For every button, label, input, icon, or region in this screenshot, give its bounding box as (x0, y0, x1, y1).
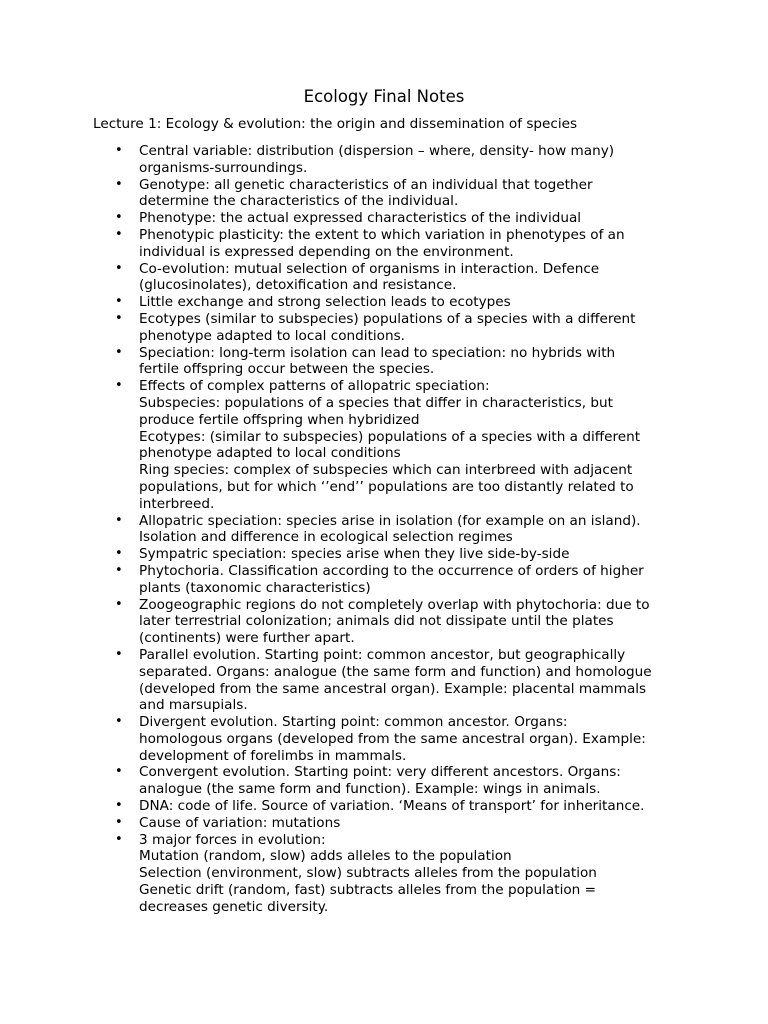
bullet-icon: • (115, 378, 123, 394)
note-line: phenotype adapted to local conditions. (139, 327, 406, 344)
note-line: interbreed. (139, 495, 215, 512)
note-line: Speciation: long-term isolation can lead to speciation: no hybrids with (139, 344, 616, 361)
note-line: Little exchange and strong selection leads to ecotypes (139, 294, 511, 311)
note-line: phenotype adapted to local conditions (139, 445, 401, 462)
note-item (0, 177, 679, 211)
note-item (0, 294, 679, 311)
note-line: plants (taxonomic characteristics) (139, 579, 371, 596)
note-item (0, 143, 679, 177)
note-item (0, 597, 679, 647)
bullet-icon: • (115, 226, 123, 242)
bullet-icon: • (115, 562, 123, 578)
note-line: Genotype: all genetic characteristics of an individual that together (139, 176, 593, 193)
note-item (0, 815, 679, 832)
notes-list (0, 143, 768, 916)
note-item (0, 513, 679, 547)
bullet-icon: • (115, 512, 123, 528)
bullet-icon: • (115, 814, 123, 830)
note-line: Ecotypes: (similar to subspecies) populations of a species with a different (139, 428, 641, 445)
note-line: Isolation and difference in ecological selection regimes (139, 529, 513, 546)
note-line: Selection (environment, slow) subtracts alleles from the population (139, 865, 597, 882)
note-line: Ring species: complex of subspecies which can interbreed with adjacent (139, 462, 633, 479)
note-line: Cause of variation: mutations (139, 814, 341, 831)
note-line: DNA: code of life. Source of variation. ‘Means of transport’ for inheritance. (139, 798, 645, 815)
note-line: Phenotypic plasticity: the extent to which variation in phenotypes of an (139, 226, 625, 243)
note-line: determine the characteristics of the individual. (139, 193, 459, 210)
note-item (0, 345, 679, 379)
bullet-icon: • (115, 176, 123, 192)
bullet-icon: • (115, 831, 123, 847)
note-line: Genetic drift (random, fast) subtracts alleles from the population = (139, 882, 596, 899)
note-item (0, 261, 679, 295)
bullet-icon: • (115, 646, 123, 662)
note-item (0, 714, 679, 764)
note-line: Phenotype: the actual expressed characteristics of the individual (139, 210, 582, 227)
note-line: Ecotypes (similar to subspecies) populations of a species with a different (139, 310, 636, 327)
bullet-icon: • (115, 714, 123, 730)
bullet-icon: • (115, 344, 123, 360)
note-line: populations, but for which ‘’end’’ populations are too distantly related to (139, 478, 634, 495)
note-line: Convergent evolution. Starting point: very different ancestors. Organs: (139, 764, 621, 781)
note-item (0, 378, 679, 512)
note-line: Parallel evolution. Starting point: common ancestor, but geographically (139, 646, 626, 663)
bullet-icon: • (115, 546, 123, 562)
note-line: Effects of complex patterns of allopatric speciation: (139, 378, 490, 395)
note-line: Phytochoria. Classification according to the occurrence of orders of higher (139, 562, 644, 579)
bullet-icon: • (115, 596, 123, 612)
note-line: Subspecies: populations of a species that differ in characteristics, but (139, 394, 613, 411)
note-line: and marsupials. (139, 697, 248, 714)
note-item (0, 563, 679, 597)
note-line: Sympatric speciation: species arise when they live side-by-side (139, 546, 570, 563)
document-title: Ecology Final Notes (303, 87, 465, 106)
note-line: individual is expressed depending on the environment. (139, 243, 514, 260)
note-item (0, 832, 679, 916)
bullet-icon: • (115, 260, 123, 276)
note-line: 3 major forces in evolution: (139, 831, 326, 848)
note-line: organisms-surroundings. (139, 159, 308, 176)
bullet-icon: • (115, 764, 123, 780)
note-item (0, 546, 679, 563)
note-line: later terrestrial colonization; animals did not dissipate until the plates (139, 613, 614, 630)
note-line: Co-evolution: mutual selection of organisms in interaction. Defence (139, 260, 600, 277)
note-line: (developed from the same ancestral organ). Example: placental mammals (139, 680, 647, 697)
note-item (0, 647, 679, 714)
note-line: development of forelimbs in mammals. (139, 747, 407, 764)
note-line: (continents) were further apart. (139, 630, 355, 647)
note-line: Mutation (random, slow) adds alleles to the population (139, 848, 512, 865)
note-line: decreases genetic diversity. (139, 898, 329, 915)
note-line: analogue (the same form and function). Example: wings in animals. (139, 781, 601, 798)
bullet-icon: • (115, 210, 123, 226)
note-item (0, 210, 679, 227)
note-line: Allopatric speciation: species arise in isolation (for example on an island). (139, 512, 641, 529)
note-item (0, 311, 679, 345)
note-line: produce fertile offspring when hybridized (139, 411, 420, 428)
bullet-icon: • (115, 310, 123, 326)
note-line: (glucosinolates), detoxification and resistance. (139, 277, 457, 294)
note-line: fertile offspring occur between the species. (139, 361, 435, 378)
bullet-icon: • (115, 294, 123, 310)
note-line: Divergent evolution. Starting point: common ancestor. Organs: (139, 714, 568, 731)
note-line: separated. Organs: analogue (the same form and function) and homologue (139, 663, 652, 680)
bullet-icon: • (115, 798, 123, 814)
note-line: Central variable: distribution (dispersion – where, density- how many) (139, 143, 615, 159)
note-item (0, 227, 679, 261)
note-line: Zoogeographic regions do not completely overlap with phytochoria: due to (139, 596, 650, 613)
bullet-icon: • (115, 143, 123, 158)
note-item (0, 798, 679, 815)
note-line: homologous organs (developed from the same ancestral organ). Example: (139, 730, 646, 747)
note-item (0, 764, 679, 798)
lecture-heading: Lecture 1: Ecology & evolution: the origin and dissemination of species (93, 116, 578, 132)
